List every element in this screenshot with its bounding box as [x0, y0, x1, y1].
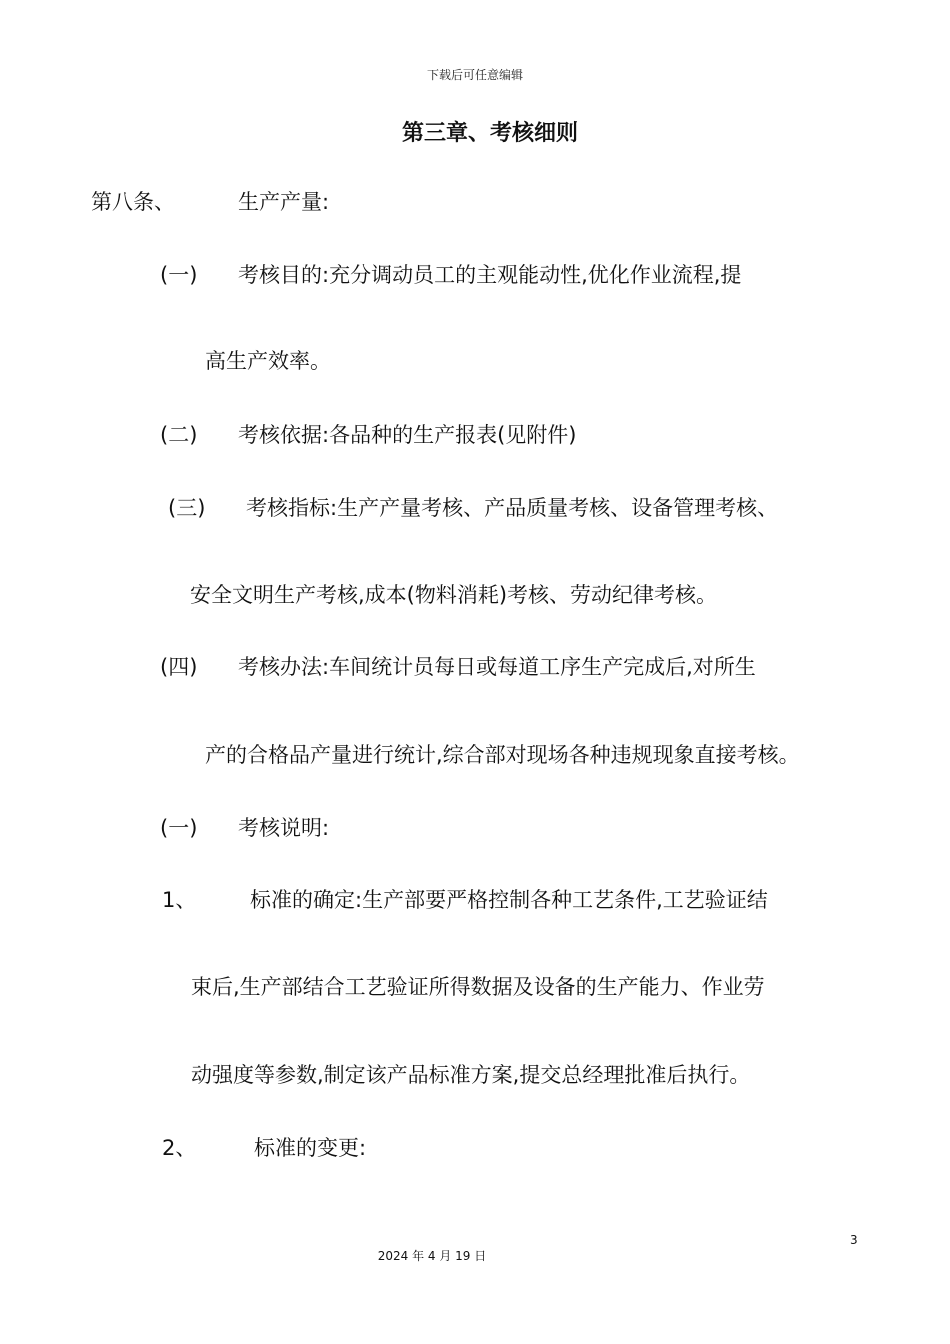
item-text: 考核指标:生产产量考核、产品质量考核、设备管理考核、 — [246, 496, 779, 520]
item-marker: (三) — [168, 496, 206, 520]
item-marker: (一) — [160, 816, 198, 840]
sub-item-continuation: 束后,生产部结合工艺验证所得数据及设备的生产能力、作业劳 — [191, 975, 765, 999]
item-marker: (二) — [160, 423, 198, 447]
item-marker: (一) — [160, 263, 198, 287]
item-marker: (四) — [160, 655, 198, 679]
footer-date: 2024 年 4 月 19 日 — [377, 1249, 487, 1263]
sub-item-text: 标准的确定:生产部要严格控制各种工艺条件,工艺验证结 — [250, 888, 768, 912]
sub-item-continuation: 动强度等参数,制定该产品标准方案,提交总经理批准后执行。 — [191, 1063, 751, 1087]
sub-item-marker: 1、 — [162, 888, 197, 912]
item-continuation: 高生产效率。 — [205, 349, 331, 373]
page-number: 3 — [850, 1233, 858, 1247]
item-continuation: 产的合格品产量进行统计,综合部对现场各种违规现象直接考核。 — [205, 743, 800, 767]
item-text: 考核依据:各品种的生产报表(见附件) — [238, 423, 577, 447]
header-note: 下载后可任意编辑 — [426, 68, 523, 82]
item-text: 考核说明: — [238, 816, 330, 840]
article-title: 生产产量: — [238, 190, 330, 214]
article-number: 第八条、 — [91, 190, 175, 214]
item-text: 考核目的:充分调动员工的主观能动性,优化作业流程,提 — [238, 263, 742, 287]
item-continuation: 安全文明生产考核,成本(物料消耗)考核、劳动纪律考核。 — [190, 583, 718, 607]
chapter-title: 第三章、考核细则 — [401, 121, 578, 146]
item-text: 考核办法:车间统计员每日或每道工序生产完成后,对所生 — [238, 655, 756, 679]
sub-item-marker: 2、 — [162, 1136, 197, 1160]
sub-item-text: 标准的变更: — [254, 1136, 367, 1160]
